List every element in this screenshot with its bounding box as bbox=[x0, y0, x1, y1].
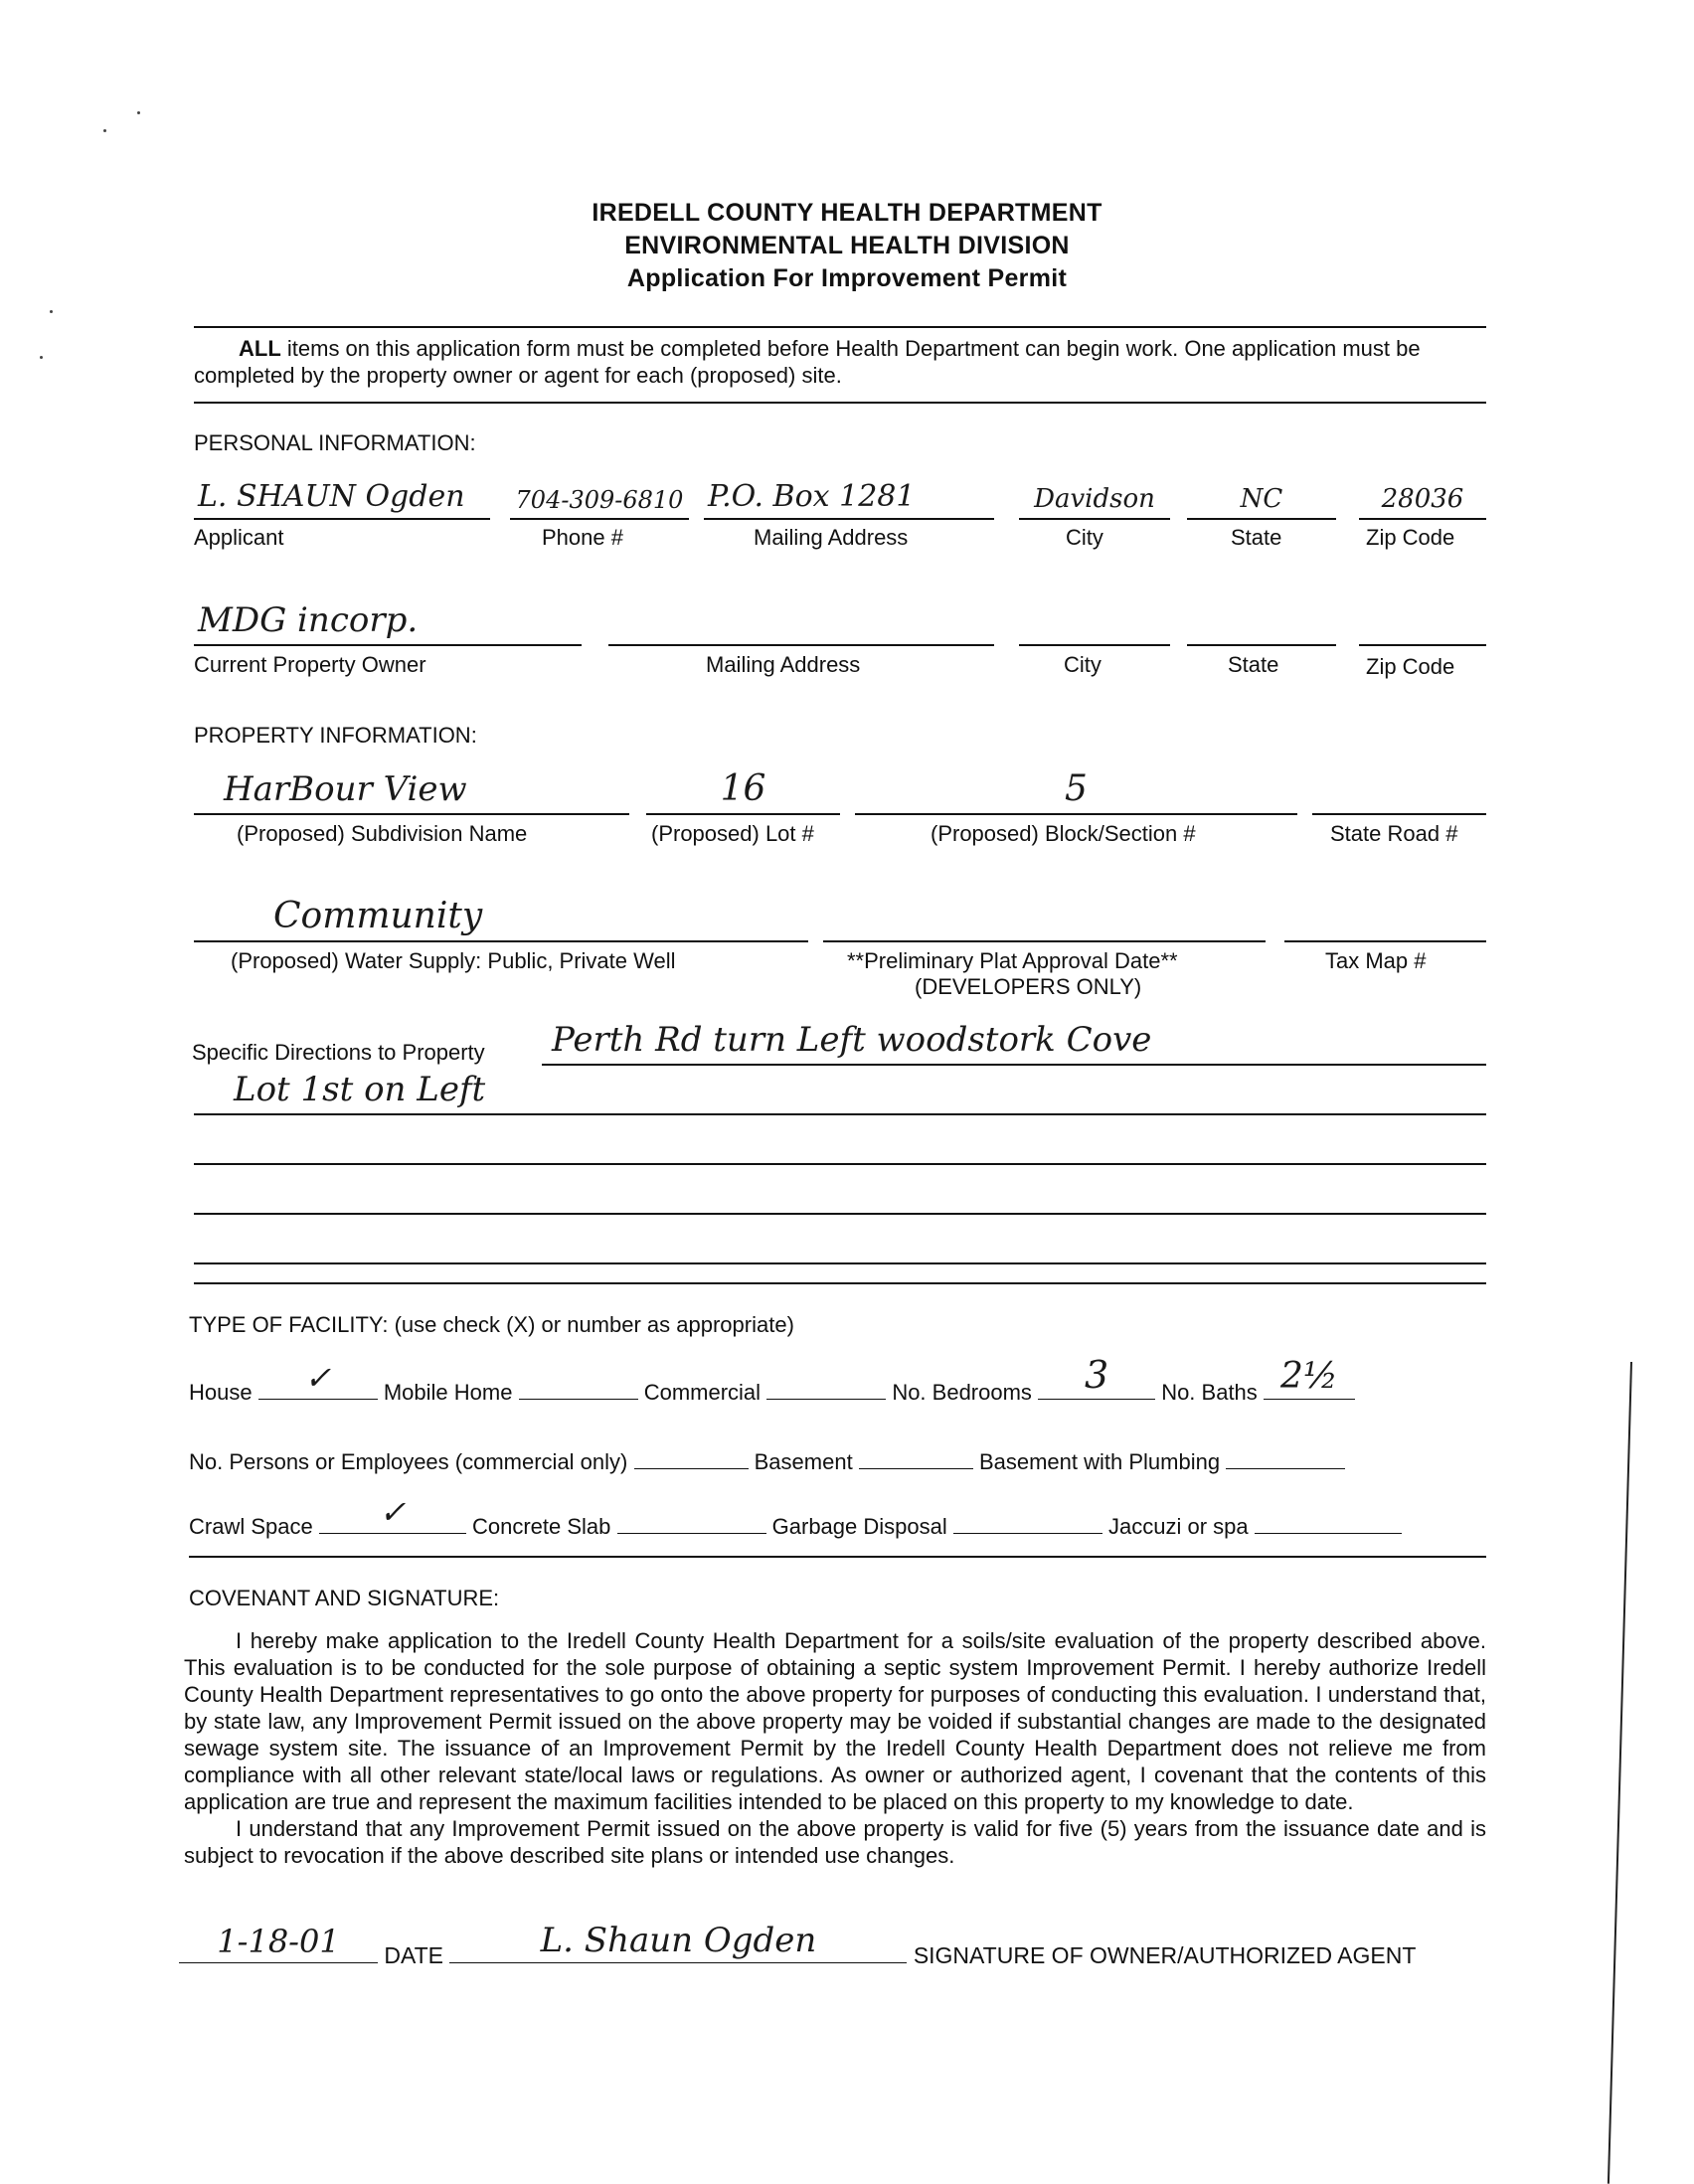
commercial-label: Commercial bbox=[643, 1380, 762, 1405]
water-supply-field[interactable]: Community bbox=[194, 885, 808, 942]
persons-label: No. Persons or Employees (commercial only) bbox=[189, 1449, 628, 1474]
division-title: ENVIRONMENTAL HEALTH DIVISION bbox=[624, 232, 1070, 259]
basement-field[interactable] bbox=[859, 1446, 973, 1469]
owner-label: Current Property Owner bbox=[194, 652, 426, 677]
instructions bbox=[194, 335, 1486, 389]
crawl-space-label: Crawl Space bbox=[189, 1514, 313, 1539]
instructions-text: items on this application form must be completed before Health Department can begin work. One application must be completed by the property owner or agent for each (proposed) site. bbox=[194, 336, 1421, 388]
jacuzzi-field[interactable] bbox=[1255, 1511, 1402, 1534]
scan-speck bbox=[40, 356, 43, 359]
block-section-label: (Proposed) Block/Section # bbox=[931, 821, 1196, 846]
owner-city-field[interactable] bbox=[1019, 591, 1170, 646]
date-label: DATE bbox=[384, 1942, 444, 1968]
directions-label: Specific Directions to Property bbox=[192, 1040, 485, 1065]
mobile-home-field[interactable] bbox=[519, 1377, 638, 1400]
directions-line-3[interactable] bbox=[194, 1115, 1486, 1165]
subdivision-name-field[interactable]: HarBour View bbox=[194, 760, 629, 815]
jacuzzi-label: Jaccuzi or spa bbox=[1108, 1514, 1249, 1539]
applicant-phone-field[interactable]: 704-309-6810 bbox=[510, 467, 689, 520]
bedrooms-field[interactable]: 3 bbox=[1038, 1377, 1155, 1400]
instructions-lead: ALL bbox=[239, 336, 281, 361]
facility-row-2 bbox=[189, 1446, 1345, 1475]
covenant-heading: COVENANT AND SIGNATURE: bbox=[189, 1586, 500, 1610]
applicant-state-field[interactable]: NC bbox=[1187, 467, 1336, 520]
lot-number-field[interactable]: 16 bbox=[646, 760, 840, 815]
state-road-label: State Road # bbox=[1330, 821, 1458, 846]
divider bbox=[194, 326, 1486, 328]
state-label: State bbox=[1231, 525, 1282, 550]
applicant-address-field[interactable]: P.O. Box 1281 bbox=[704, 467, 994, 520]
owner-state-field[interactable] bbox=[1187, 591, 1336, 646]
facility-row-3 bbox=[189, 1493, 1402, 1540]
mailing-address-label: Mailing Address bbox=[754, 525, 909, 550]
form-header bbox=[0, 197, 1694, 295]
baths-label: No. Baths bbox=[1161, 1380, 1258, 1405]
department-title: IREDELL COUNTY HEALTH DEPARTMENT bbox=[592, 199, 1102, 227]
house-label: House bbox=[189, 1380, 253, 1405]
garbage-disposal-field[interactable] bbox=[953, 1511, 1102, 1534]
owner-zip-field[interactable] bbox=[1359, 591, 1486, 646]
form-title: Application For Improvement Permit bbox=[626, 264, 1068, 292]
tax-map-label: Tax Map # bbox=[1325, 948, 1427, 973]
tax-map-field[interactable] bbox=[1284, 885, 1486, 942]
directions-line-4[interactable] bbox=[194, 1165, 1486, 1215]
plat-approval-date-label: **Preliminary Plat Approval Date** bbox=[847, 948, 1178, 973]
bedrooms-label: No. Bedrooms bbox=[892, 1380, 1032, 1405]
owner-address-field[interactable] bbox=[608, 591, 994, 646]
personal-information-heading: PERSONAL INFORMATION: bbox=[194, 430, 476, 455]
signature-field[interactable]: L. Shaun Ogden bbox=[449, 1938, 907, 1963]
divider bbox=[194, 1282, 1486, 1284]
owner-mailing-address-label: Mailing Address bbox=[706, 652, 861, 677]
phone-label: Phone # bbox=[542, 525, 623, 550]
directions-line-1[interactable]: Perth Rd turn Left woodstork Cove bbox=[542, 1014, 1486, 1066]
subdivision-label: (Proposed) Subdivision Name bbox=[237, 821, 528, 846]
block-section-field[interactable]: 5 bbox=[855, 760, 1297, 815]
facility-row-1 bbox=[189, 1353, 1355, 1406]
scan-speck bbox=[50, 310, 53, 313]
persons-field[interactable] bbox=[634, 1446, 749, 1469]
signature-label: SIGNATURE OF OWNER/AUTHORIZED AGENT bbox=[913, 1942, 1417, 1968]
applicant-zip-field[interactable]: 28036 bbox=[1359, 467, 1486, 520]
city-label: City bbox=[1066, 525, 1103, 550]
applicant-label: Applicant bbox=[194, 525, 284, 550]
basement-label: Basement bbox=[754, 1449, 853, 1474]
applicant-name-field[interactable]: L. SHAUN Ogden bbox=[194, 467, 490, 520]
mobile-home-label: Mobile Home bbox=[383, 1380, 513, 1405]
covenant-paragraph-2: I understand that any Improvement Permit issued on the above property is valid for five (5) years from the issuance date and is subject to revocation if the above described site plans or intended use changes. bbox=[184, 1816, 1486, 1868]
owner-name-field[interactable]: MDG incorp. bbox=[194, 591, 582, 646]
crawl-space-field[interactable]: ✓ bbox=[319, 1511, 466, 1534]
owner-state-label: State bbox=[1228, 652, 1279, 677]
developers-only-label: (DEVELOPERS ONLY) bbox=[915, 974, 1142, 999]
directions-line-5[interactable] bbox=[194, 1215, 1486, 1264]
date-field[interactable]: 1-18-01 bbox=[179, 1938, 378, 1963]
owner-zip-label: Zip Code bbox=[1366, 654, 1455, 679]
divider bbox=[194, 402, 1486, 404]
lot-label: (Proposed) Lot # bbox=[651, 821, 814, 846]
basement-plumbing-label: Basement with Plumbing bbox=[978, 1449, 1221, 1474]
scan-edge-mark bbox=[1608, 1362, 1632, 2184]
covenant-text bbox=[184, 1627, 1486, 1869]
applicant-city-field[interactable]: Davidson bbox=[1019, 467, 1170, 520]
concrete-slab-label: Concrete Slab bbox=[471, 1514, 611, 1539]
divider bbox=[189, 1556, 1486, 1558]
scan-speck bbox=[103, 129, 106, 132]
signature-row bbox=[179, 1921, 1417, 1969]
concrete-slab-field[interactable] bbox=[617, 1511, 766, 1534]
state-road-field[interactable] bbox=[1312, 760, 1486, 815]
owner-city-label: City bbox=[1064, 652, 1101, 677]
house-field[interactable]: ✓ bbox=[258, 1377, 378, 1400]
zip-label: Zip Code bbox=[1366, 525, 1455, 550]
scan-speck bbox=[137, 111, 140, 114]
property-information-heading: PROPERTY INFORMATION: bbox=[194, 723, 477, 748]
directions-line-2[interactable]: Lot 1st on Left bbox=[194, 1066, 1486, 1115]
water-supply-label: (Proposed) Water Supply: Public, Private Well bbox=[231, 948, 676, 973]
basement-plumbing-field[interactable] bbox=[1226, 1446, 1345, 1469]
commercial-field[interactable] bbox=[766, 1377, 886, 1400]
garbage-disposal-label: Garbage Disposal bbox=[771, 1514, 947, 1539]
plat-approval-date-field[interactable] bbox=[823, 885, 1266, 942]
baths-field[interactable]: 2½ bbox=[1264, 1377, 1355, 1400]
covenant-paragraph-1: I hereby make application to the Iredell County Health Department for a soils/site evaluation of the property described above. This evaluation is to be conducted for the sole purpose of obtaining a septic system Improvement Permit. I hereby authorize Iredell County Health Department representatives to go onto the above property for purposes of conducting this evaluation. I understand that, by state law, any Improvement Permit issued on the above property may be voided if substantial changes are made to the designated sewage system site. The issuance of an Improvement Permit by the Iredell County Health Department does not relieve me from compliance with all other relevant state/local laws or regulations. As owner or authorized agent, I covenant that the contents of this application are true and represent the maximum facilities intended to be placed on this property to my knowledge to date. bbox=[184, 1628, 1486, 1814]
facility-type-heading: TYPE OF FACILITY: (use check (X) or number as appropriate) bbox=[189, 1312, 794, 1337]
